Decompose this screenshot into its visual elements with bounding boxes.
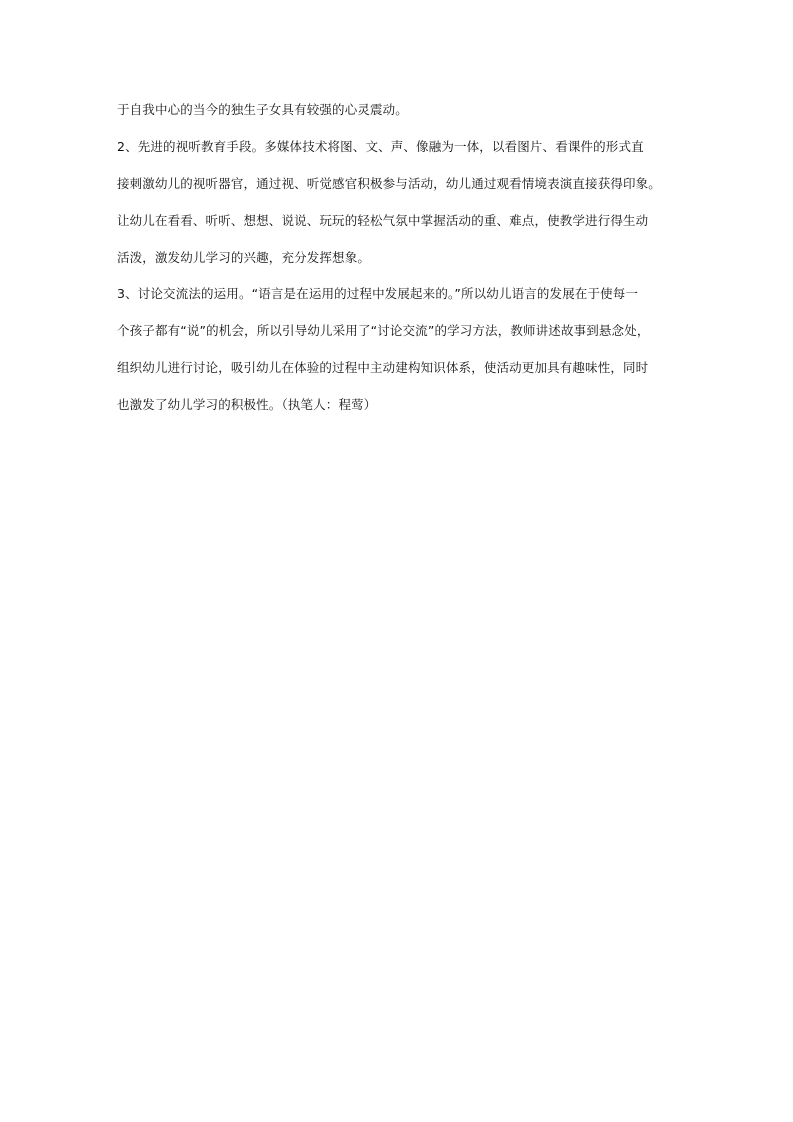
text-line: 接刺激幼儿的视听器官，通过视、听觉感官积极参与活动，幼儿通过观看情境表演直接获得印象。 xyxy=(117,175,661,191)
text-line: 3、讨论交流法的运用。“语言是在运用的过程中发展起来的。”所以幼儿语言的发展在于使每一 xyxy=(117,286,639,302)
text-line: 个孩子都有“说”的机会，所以引导幼儿采用了“讨论交流”的学习方法，教师讲述故事到悬念处， xyxy=(117,323,650,339)
document-body xyxy=(117,101,683,433)
text-line: 也激发了幼儿学习的积极性。（执笔人：程莺） xyxy=(117,397,377,413)
text-line: 活泼，激发幼儿学习的兴趣，充分发挥想象。 xyxy=(117,249,371,265)
text-line: 组织幼儿进行讨论，吸引幼儿在体验的过程中主动建构知识体系，使活动更加具有趣味性，同时 xyxy=(117,360,649,376)
text-line: 让幼儿在看看、听听、想想、说说、玩玩的轻松气氛中掌握活动的重、难点，使教学进行得生动 xyxy=(117,212,649,228)
text-line: 于自我中心的当今的独生子女具有较强的心灵震动。 xyxy=(117,102,408,117)
text-line: 2、先进的视听教育手段。多媒体技术将图、文、声、像融为一体，以看图片、看课件的形式直 xyxy=(117,138,644,154)
